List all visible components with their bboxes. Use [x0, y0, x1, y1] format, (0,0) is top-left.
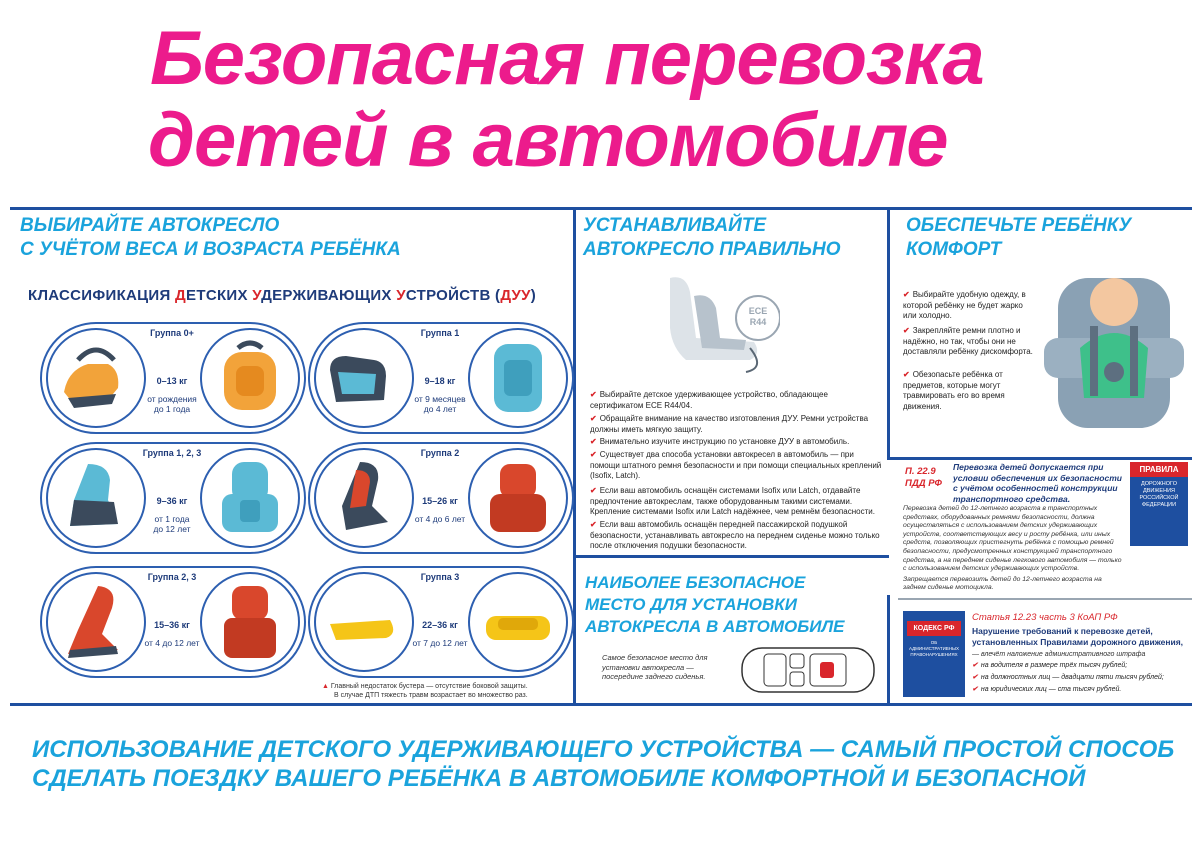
bottom-rule	[10, 703, 1192, 706]
groups-row-3	[40, 566, 570, 676]
groups-row-1	[40, 322, 570, 432]
bullet-item: ✔ Существует два способа установки автокресел в автомобиль — при помощи штатного ремня безопасности и при помощи специальных креплений (Isofix, Latch).	[590, 450, 882, 480]
safest-heading: НАИБОЛЕЕ БЕЗОПАСНОЕ МЕСТО ДЛЯ УСТАНОВКИ АВТОКРЕСЛА В АВТОМОБИЛЕ	[585, 573, 845, 636]
koap-sub: — влечёт наложение административного штрафа	[972, 651, 1146, 658]
bullet-item: ✔ Если ваш автомобиль оснащён системами Isofix или Latch, отдавайте предпочтение автокреслам, также оборудованным такими системами. Крепление системами Isofix или Latch надёжнее, чем ремнём безопасности.	[590, 486, 875, 516]
col2-heading: УСТАНАВЛИВАЙТЕ АВТОКРЕСЛО ПРАВИЛЬНО	[583, 215, 841, 260]
top-rule	[10, 207, 1192, 210]
divider-h-col2	[573, 555, 889, 558]
pdd-reference: П. 22.9 ПДД РФ	[905, 466, 942, 489]
booster-front-icon	[468, 572, 568, 672]
koap-book: КОДЕКС РФ ОБ АДМИНИСТРАТИВНЫХ ПРАВОНАРУШЕНИЯХ	[903, 611, 965, 697]
bullet-item: ✔ Если ваш автомобиль оснащён передней пассажирской подушкой безопасности, устанавливать автокресло на переднем сиденье можно только после отключения подушки безопасности.	[590, 520, 880, 550]
koap-reference: Статья 12.23 часть 3 КоАП РФ	[972, 612, 1118, 623]
warning-icon: ▲	[322, 683, 329, 690]
group-1: Группа 1 9–18 кг от 9 месяцев до 4 лет	[308, 322, 574, 434]
groups-row-2	[40, 442, 570, 552]
bullet-item: ✔ Обращайте внимание на качество изготовления ДУУ. Ремни устройства должны иметь мягкую защиту.	[590, 414, 869, 434]
seat-front-icon	[200, 328, 300, 428]
pdd-text: Перевозка детей до 12-летнего возраста в транспортных средствах, оборудованных ремнями безопасности, должна осуществляться с использованием детских удерживающих устройств, соответствующих весу и росту ребёнка, или иных средств, позволяющих пристегнуть ребёнка с помощью ремней безопасности, предусмотренных конструкцией транспортного средства, а на переднем сиденье легкового автомобиля — только с использованием детских удерживающих устройств. Запрещается перевозить детей до 12-летнего возраста на заднем сиденье мотоцикла.	[903, 505, 1122, 592]
car-top-view	[738, 644, 878, 696]
fine-item: ✔ на должностных лиц — двадцати пяти тысяч рублей;	[972, 674, 1164, 681]
fine-item: ✔ на юридических лиц — ста тысяч рублей.	[972, 686, 1122, 693]
bullet-item: ✔ Внимательно изучите инструкцию по установке ДУУ в автомобиль.	[590, 437, 850, 446]
title-line-1: Безопасная перевозка	[150, 16, 984, 101]
group-0plus: Группа 0+ 0–13 кг от рождения до 1 года	[40, 322, 306, 434]
safest-note: Самое безопасное место для установки автокресла — посередине заднего сиденья.	[602, 653, 708, 681]
group-3: Группа 3 22–36 кг от 7 до 12 лет	[308, 566, 574, 678]
car-seat-illustration	[650, 268, 780, 383]
pdd-book: ПРАВИЛА ДОРОЖНОГО ДВИЖЕНИЯ РОССИЙСКОЙ ФЕДЕРАЦИИ	[1130, 462, 1188, 546]
bullet-item: ✔ Выбирайте детское удерживающее устройство, обладающее сертификатом ECE R44/04.	[590, 390, 828, 410]
pdd-title: Перевозка детей допускается при условии обеспечения их безопасности с учётом особенностей конструкции транспортного средства.	[953, 462, 1122, 504]
divider-col2-bottom	[887, 595, 890, 705]
page-title	[150, 18, 1150, 182]
koap-title: Нарушение требований к перевозке детей, установленных Правилами дорожного движения,	[972, 626, 1184, 647]
child-in-seat-illustration	[1040, 268, 1188, 438]
col3-heading: ОБЕСПЕЧЬТЕ РЕБЁНКУ КОМФОРТ	[906, 215, 1132, 260]
divider-col2	[887, 207, 890, 457]
divider-col1	[573, 207, 576, 705]
group-2: Группа 2 15–26 кг от 4 до 6 лет	[308, 442, 574, 554]
divider-h-col3	[887, 457, 1192, 460]
bullet-item: ✔ Закрепляйте ремни плотно и надёжно, но так, чтобы они не доставляли ребёнку дискомфорта.	[903, 326, 1033, 356]
seat-front-icon	[200, 572, 300, 672]
group-2-3: Группа 2, 3 15–36 кг от 4 до 12 лет	[40, 566, 306, 678]
divider-h-col3-lower	[898, 598, 1192, 600]
group-1-2-3: Группа 1, 2, 3 9–36 кг от 1 года до 12 лет	[40, 442, 306, 554]
title-line-2: детей в автомобиле	[148, 98, 948, 183]
ece-badge: ECE R44	[748, 306, 768, 327]
col1-heading: ВЫБИРАЙТЕ АВТОКРЕСЛО С УЧЁТОМ ВЕСА И ВОЗРАСТА РЕБЁНКА	[20, 215, 401, 260]
seat-front-icon	[200, 448, 300, 548]
footer-slogan: ИСПОЛЬЗОВАНИЕ ДЕТСКОГО УДЕРЖИВАЮЩЕГО УСТРОЙСТВА — САМЫЙ ПРОСТОЙ СПОСОБ СДЕЛАТЬ ПОЕЗДКУ ВАШЕГО РЕБЁНКА В АВТОМОБИЛЕ КОМФОРТНОЙ И БЕЗОПАСНОЙ	[32, 736, 1175, 792]
bullet-item: ✔ Выбирайте удобную одежду, в которой ребёнку не будет жарко или холодно.	[903, 290, 1026, 320]
seat-front-icon	[468, 328, 568, 428]
booster-warning: ▲ Главный недостаток бустера — отсутствие боковой защиты. В случае ДТП тяжесть травм возрастает во множество раз.	[322, 683, 528, 699]
classification-title: КЛАССИФИКАЦИЯ ДЕТСКИХ УДЕРЖИВАЮЩИХ УСТРОЙСТВ (ДУУ)	[28, 287, 537, 304]
bullet-item: ✔ Обезопасьте ребёнка от предметов, которые могут травмировать его во время движения.	[903, 370, 1005, 411]
fine-item: ✔ на водителя в размере трёх тысяч рублей;	[972, 662, 1128, 669]
seat-front-icon	[468, 448, 568, 548]
